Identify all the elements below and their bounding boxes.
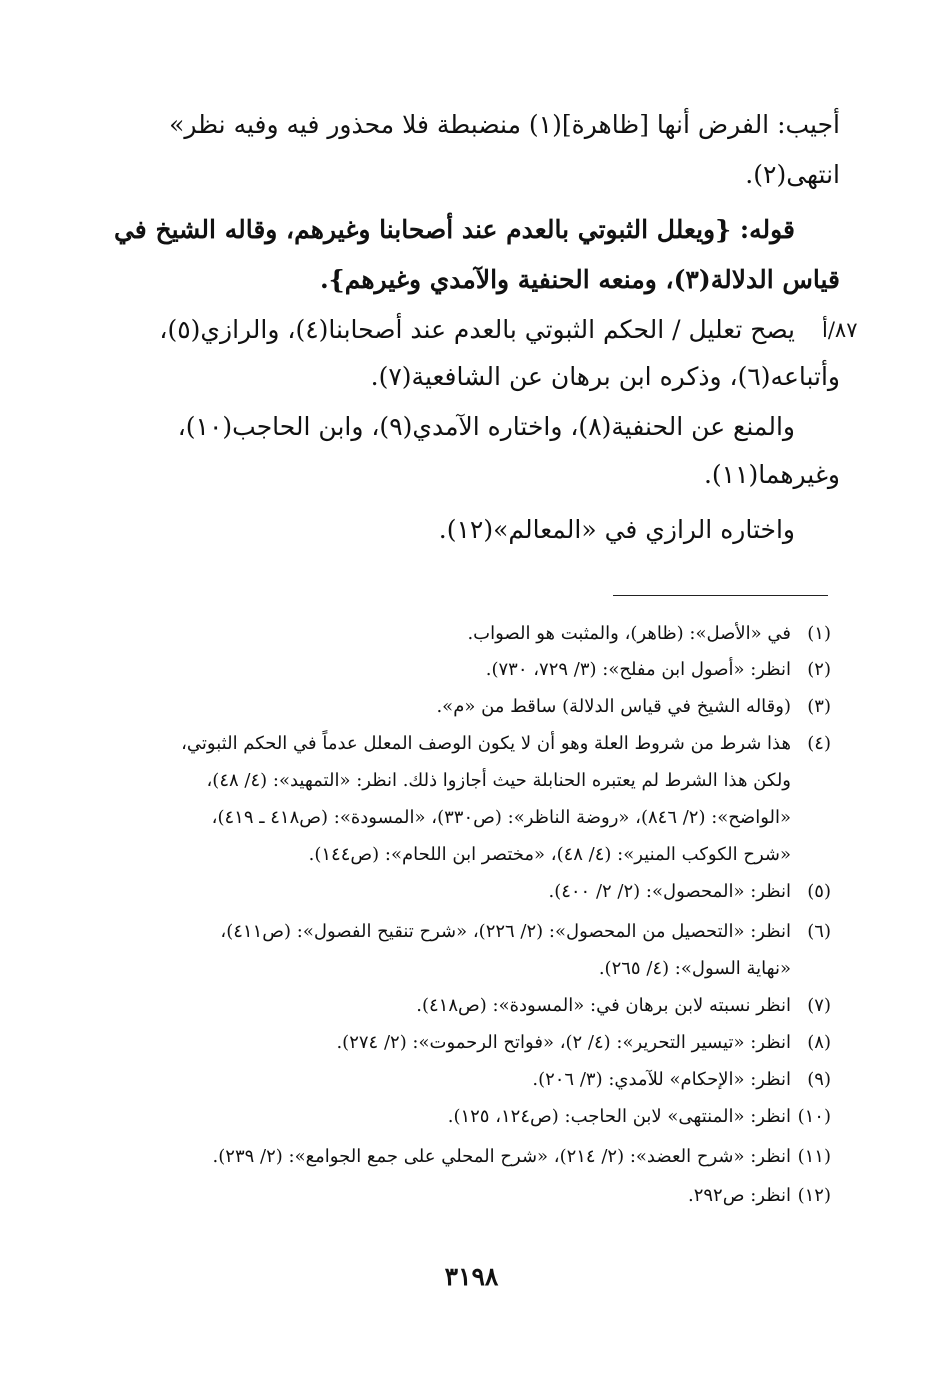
text-line: والمنع عن الحنفية(٨)، واختاره الآمدي(٩)، وابن الحاجب(١٠)، — [177, 412, 795, 441]
footnote-number: (١) — [807, 623, 831, 644]
footnote-number: (٧) — [807, 995, 831, 1016]
footnote-text: انظر: «التحصيل من المحصول»: (٢/ ٢٢٦)، «شرح تنقيح الفصول»: (ص٤١١)، — [220, 921, 791, 942]
manuscript-folio-note: ٨٧/أ — [822, 318, 858, 342]
footnote-continuation: «نهاية السول»: (٤/ ٢٦٥). — [598, 958, 791, 979]
text-line: وغيرهما(١١). — [703, 460, 840, 489]
text-line: انتهى(٢). — [745, 160, 840, 189]
footnote-text: انظر: «المنتهى» لابن الحاجب: (ص١٢٤، ١٢٥). — [447, 1106, 791, 1127]
quoted-matn-line: قياس الدلالة(٣)، ومنعه الحنفية والآمدي وغيرهم}. — [319, 265, 840, 294]
footnote-text: في «الأصل»: (ظاهر)، والمثبت هو الصواب. — [467, 623, 791, 644]
footnote-number: (٥) — [807, 881, 831, 902]
quoted-matn-line: قوله: {ويعلل الثبوتي بالعدم عند أصحابنا وغيرهم، وقاله الشيخ في — [113, 215, 795, 244]
text-line: واختاره الرازي في «المعالم»(١٢). — [438, 515, 795, 544]
footnote — [111, 1184, 831, 1208]
footnote-text: انظر: «المحصول»: (٢/ ٢/ ٤٠٠). — [548, 881, 791, 902]
footnote-number: (٨) — [807, 1032, 831, 1053]
footnote — [111, 658, 831, 682]
footnote-number: (١١) — [797, 1146, 831, 1167]
footnote — [111, 1068, 831, 1092]
footnote-number: (٢) — [807, 659, 831, 680]
footnote — [111, 622, 831, 646]
page-number: ٣١٩٨ — [444, 1262, 499, 1291]
footnote — [111, 994, 831, 1018]
footnote-text: انظر: «الإحكام» للآمدي: (٣/ ٢٠٦). — [532, 1069, 791, 1090]
footnote — [111, 1031, 831, 1055]
footnote-continuation: «شرح الكوكب المنير»: (٤/ ٤٨)، «مختصر ابن اللحام»: (ص١٤٤). — [308, 844, 791, 865]
text-line: أجيب: الفرض أنها [ظاهرة](١) منضبطة فلا محذور فيه وفيه نظر» — [169, 110, 840, 139]
footnote — [111, 920, 831, 944]
footnote-text: انظر: ص٢٩٢. — [687, 1185, 791, 1206]
footnote — [111, 732, 831, 756]
footnote-text: (وقاله الشيخ في قياس الدلالة) ساقط من «م». — [436, 696, 791, 717]
footnote-number: (٦) — [807, 921, 831, 942]
footnote-continuation: ولكن هذا الشرط لم يعتبره الحنابلة حيث أجازوا ذلك. انظر: «التمهيد»: (٤/ ٤٨)، — [206, 770, 791, 791]
text-line: وأتباعه(٦)، وذكره ابن برهان عن الشافعية(٧). — [370, 362, 840, 391]
footnote-text: انظر: «شرح العضد»: (٢/ ٢١٤)، «شرح المحلي على جمع الجوامع»: (٢/ ٢٣٩). — [212, 1146, 791, 1167]
footnote-number: (١٢) — [797, 1185, 831, 1206]
footnote — [111, 1145, 831, 1169]
footnote-number: (١٠) — [797, 1106, 831, 1127]
footnote — [111, 695, 831, 719]
text-line: يصح تعليل / الحكم الثبوتي بالعدم عند أصحابنا(٤)، والرازي(٥)، — [159, 315, 795, 344]
footnote-number: (٣) — [807, 696, 831, 717]
footnote — [111, 1105, 831, 1129]
footnote — [111, 880, 831, 904]
footnote-text: انظر: «تيسير التحرير»: (٤/ ٢)، «فواتح الرحموت»: (٢/ ٢٧٤). — [336, 1032, 791, 1053]
footnote-text: هذا شرط من شروط العلة وهو أن لا يكون الوصف المعلل عدماً في الحكم الثبوتي، — [181, 733, 791, 754]
footnote-text: انظر نسبته لابن برهان في: «المسودة»: (ص٤١٨). — [416, 995, 791, 1016]
footnote-separator — [613, 595, 828, 596]
footnote-number: (٤) — [807, 733, 831, 754]
footnote-continuation: «الواضح»: (٢/ ٨٤٦)، «روضة الناظر»: (ص٣٣٠)، «المسودة»: (ص٤١٨ ـ ٤١٩)، — [211, 807, 791, 828]
footnote-number: (٩) — [807, 1069, 831, 1090]
footnote-text: انظر: «أصول ابن مفلح»: (٣/ ٧٢٩، ٧٣٠). — [485, 659, 791, 680]
